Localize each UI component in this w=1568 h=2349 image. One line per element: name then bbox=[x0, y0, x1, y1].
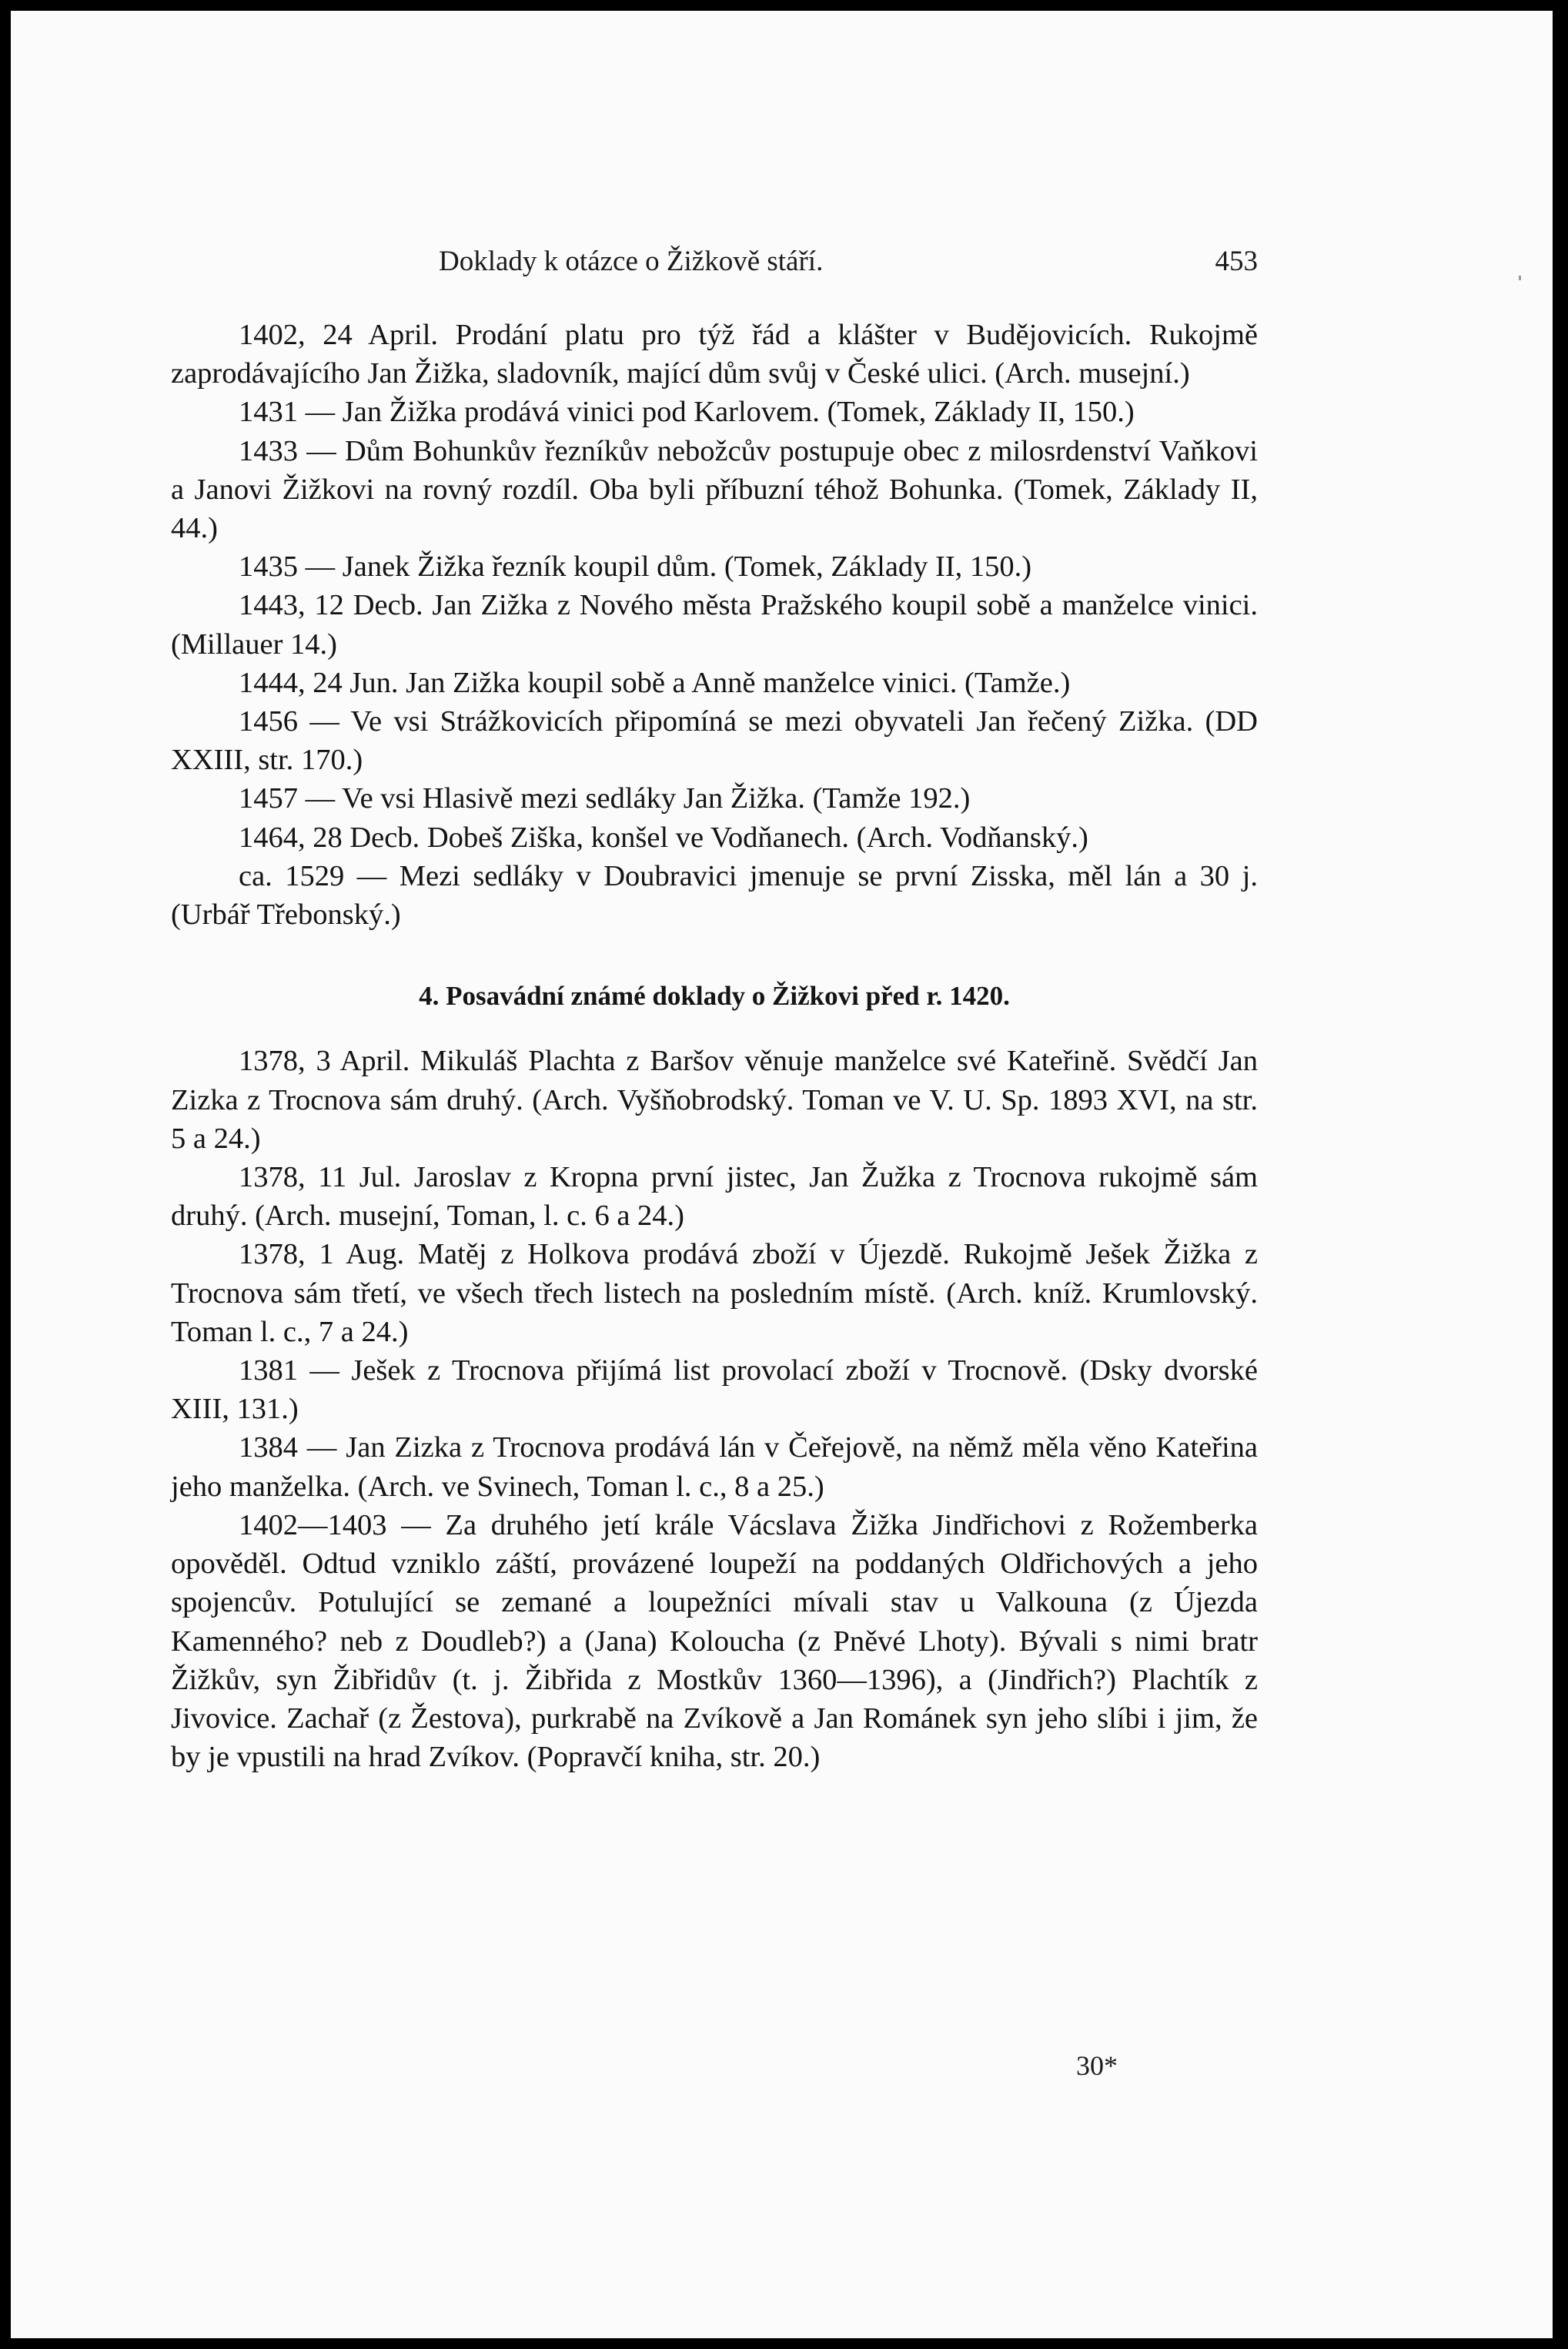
paragraph: 1378, 11 Jul. Jaroslav z Kropna první jistec, Jan Žužka z Trocnova rukojmě sám druhý. (Arch. musejní, Toman, l. c. 6 a 24.) bbox=[171, 1161, 1258, 1233]
paragraph: 1443, 12 Decb. Jan Zižka z Nového města Pražského koupil sobě a manželce vinici. (Millauer 14.) bbox=[171, 589, 1258, 661]
signature-mark: 30* bbox=[1076, 2050, 1118, 2081]
page-header bbox=[171, 245, 1258, 283]
paragraph: 1435 — Janek Žižka řezník koupil dům. (Tomek, Základy II, 150.) bbox=[239, 550, 1032, 584]
paragraph: 1402, 24 April. Prodání platu pro týž řád a klášter v Budějovicích. Rukojmě zaprodávajícího Jan Žižka, sladovník, mající dům svůj v České ulici. (Arch. musejní.) bbox=[171, 319, 1258, 390]
paragraph: 1384 — Jan Zizka z Trocnova prodává lán v Čeřejově, na němž měla věno Kateřina jeho manželka. (Arch. ve Svinech, Toman l. c., 8 a 25.) bbox=[171, 1431, 1258, 1503]
section-title: 4. Posavádní známé doklady o Žižkovi před r. 1420. bbox=[419, 981, 1010, 1012]
paragraph: 1378, 1 Aug. Matěj z Holkova prodává zboží v Újezdě. Rukojmě Ješek Žižka z Trocnova sám třetí, ve všech třech listech na posledním místě. (Arch. kníž. Krumlovský. Toman l. c., 7 a 24.) bbox=[171, 1238, 1258, 1348]
paragraph: 1444, 24 Jun. Jan Zižka koupil sobě a Anně manželce vinici. (Tamže.) bbox=[239, 666, 1071, 699]
paragraph: ca. 1529 — Mezi sedláky v Doubravici jmenuje se první Zisska, měl lán a 30 j. (Urbář Třebonský.) bbox=[171, 859, 1258, 932]
paragraph: 1433 — Dům Bohunkův řezníkův nebožcův postupuje obec z milosrdenství Vaňkovi a Janovi Žižkovi na rovný rozdíl. Oba byli příbuzní téhož Bohunka. (Tomek, Základy II, 44.) bbox=[171, 434, 1258, 545]
body-text bbox=[171, 316, 1258, 1776]
paragraph: 1456 — Ve vsi Strážkovicích připomíná se mezi obyvateli Jan řečený Zižka. (DD XXIII, str. 170.) bbox=[171, 705, 1258, 777]
paragraph: 1431 — Jan Žižka prodává vinici pod Karlovem. (Tomek, Základy II, 150.) bbox=[239, 396, 1135, 429]
page-number: 453 bbox=[1215, 246, 1258, 277]
paragraph: 1378, 3 April. Mikuláš Plachta z Baršov věnuje manželce své Kateřině. Svědčí Jan Zizka z Trocnova sám druhý. (Arch. Vyšňobrodský. Toman ve V. U. Sp. 1893 XVI, na str. 5 a 24.) bbox=[171, 1045, 1258, 1155]
paragraph: 1457 — Ve vsi Hlasivě mezi sedláky Jan Žižka. (Tamže 192.) bbox=[239, 782, 971, 815]
scan-speck bbox=[1519, 276, 1521, 280]
running-title: Doklady k otázce o Žižkově stáří. bbox=[439, 246, 824, 277]
paragraph: 1402—1403 — Za druhého jetí krále Vácslava Žižka Jindřichovi z Rožemberka opověděl. Odtud vzniklo záští, provázené loupeží na poddaných Oldřichových a jeho spojencův. Potulující se zemané a loupežníci mívali stav u Valkouna (z Újezda Kamenného? neb z Doudleb?) a (Jana) Kolouchа (z Pněvé Lhoty). Bývali s nimi bratr Žižkův, syn Žibřidův (t. j. Žibřida z Mostkův 1360—1396), a (Jindřich?) Plachtík z Jivovice. Zachař (z Žestova), purkrabě na Zvíkově a Jan Románek syn jeho slíbi i jim, že by je vpustili na hrad Zvíkov. (Popravčí kniha, str. 20.) bbox=[171, 1508, 1258, 1774]
paragraph: 1381 — Ješek z Trocnova přijímá list provolací zboží v Trocnově. (Dsky dvorské XIII, 131.) bbox=[171, 1354, 1258, 1426]
paragraph: 1464, 28 Decb. Dobeš Ziška, konšel ve Vodňanech. (Arch. Vodňanský.) bbox=[239, 821, 1088, 854]
